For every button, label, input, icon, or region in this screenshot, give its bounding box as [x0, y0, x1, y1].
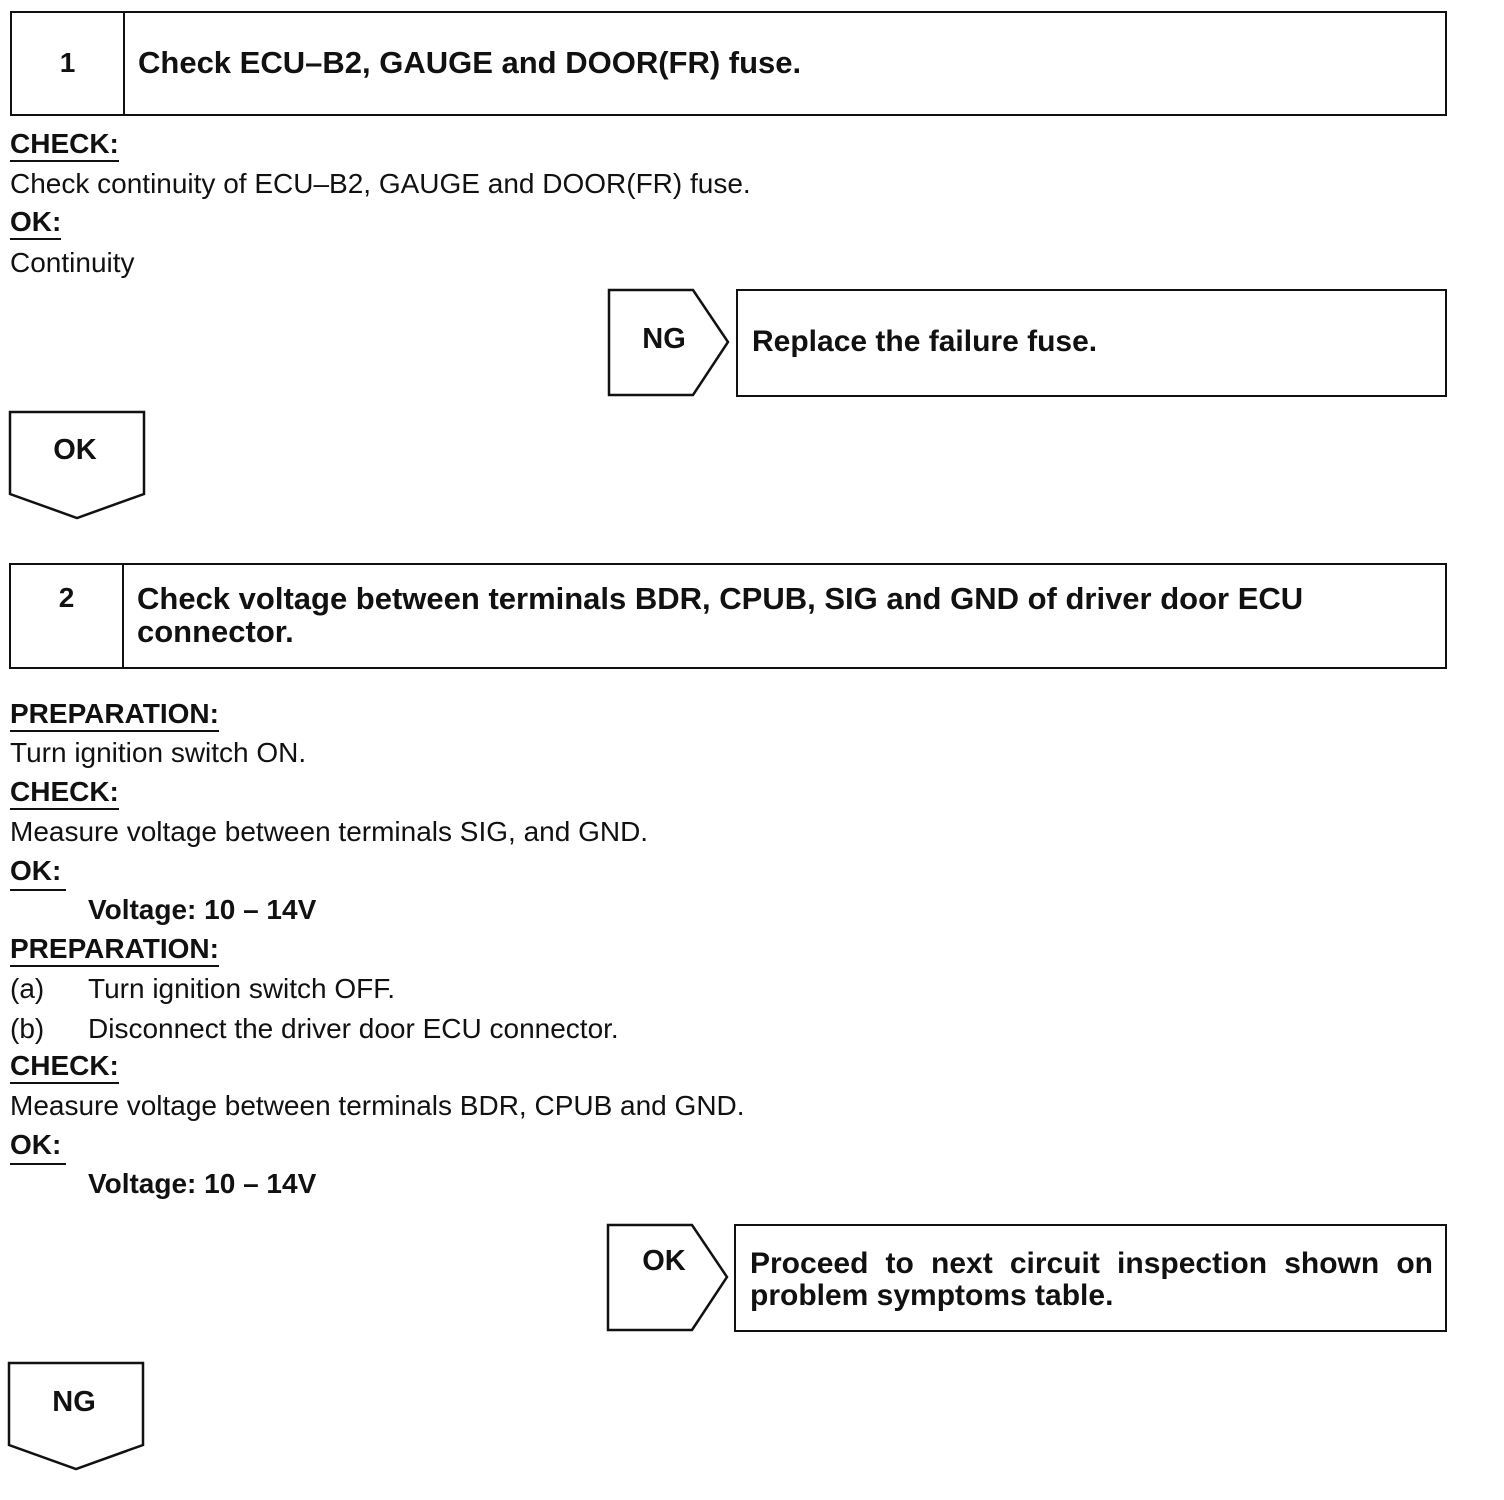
- step-1-title: Check ECU–B2, GAUGE and DOOR(FR) fuse.: [138, 45, 802, 80]
- step-1-ok-label: OK: [53, 434, 97, 466]
- step-2-ok-1-value: Voltage: 10 – 14V: [88, 894, 317, 925]
- step-2-prep-2-item-a-marker: (a): [10, 973, 45, 1004]
- step-2-ok-1-underline: [10, 889, 66, 891]
- step-2-prep-1-text: Turn ignition switch ON.: [10, 737, 307, 768]
- step-2-prep-2-item-b-marker: (b): [10, 1013, 45, 1044]
- step-2-check-2-text: Measure voltage between terminals BDR, CPUB and GND.: [10, 1090, 745, 1121]
- step-2-check-1-label: CHECK:: [10, 776, 119, 810]
- step-2-prep-2-item-b-text: Disconnect the driver door ECU connector.: [88, 1013, 619, 1044]
- step-2-prep-2-item-a-text: Turn ignition switch OFF.: [88, 973, 396, 1004]
- step-2-number: 2: [11, 565, 124, 667]
- step-2-ng-label: NG: [52, 1386, 96, 1418]
- step-1-header: [10, 11, 1447, 116]
- step-2-ok-2-underline: [10, 1163, 66, 1165]
- step-2-check-2-label: CHECK:: [10, 1050, 119, 1084]
- step-1-ng-action-box: [736, 289, 1447, 397]
- step-2-prep-1-label: PREPARATION:: [10, 698, 219, 732]
- step-2-ok-2-label: OK:: [10, 1129, 62, 1160]
- step-1-ok-text: Continuity: [10, 247, 135, 278]
- step-1-ng-action: Replace the failure fuse.: [752, 325, 1098, 358]
- step-1-ok-label: OK:: [10, 206, 61, 240]
- step-2-ok-action-box: [734, 1224, 1447, 1332]
- step-1-check-label: CHECK:: [10, 128, 119, 162]
- step-1-number: 1: [12, 13, 125, 114]
- step-1-ng-label: NG: [642, 323, 686, 355]
- step-1-check-text: Check continuity of ECU–B2, GAUGE and DOOR(FR) fuse.: [10, 168, 751, 199]
- step-2-check-1-text: Measure voltage between terminals SIG, and GND.: [10, 816, 649, 847]
- step-2-ok-label: OK: [642, 1245, 686, 1277]
- step-2-ok-1-label: OK:: [10, 855, 62, 886]
- step-2-prep-2-label: PREPARATION:: [10, 933, 219, 967]
- step-2-ok-2-value: Voltage: 10 – 14V: [88, 1168, 317, 1199]
- step-2-header: [9, 563, 1447, 669]
- step-2-ok-action: Proceed to next circuit inspection shown on problem symptoms table.: [750, 1247, 1433, 1312]
- step-2-ok-arrow: [606, 1223, 731, 1333]
- step-2-title: Check voltage between terminals BDR, CPUB, SIG and GND of driver door ECU connector.: [137, 581, 1304, 649]
